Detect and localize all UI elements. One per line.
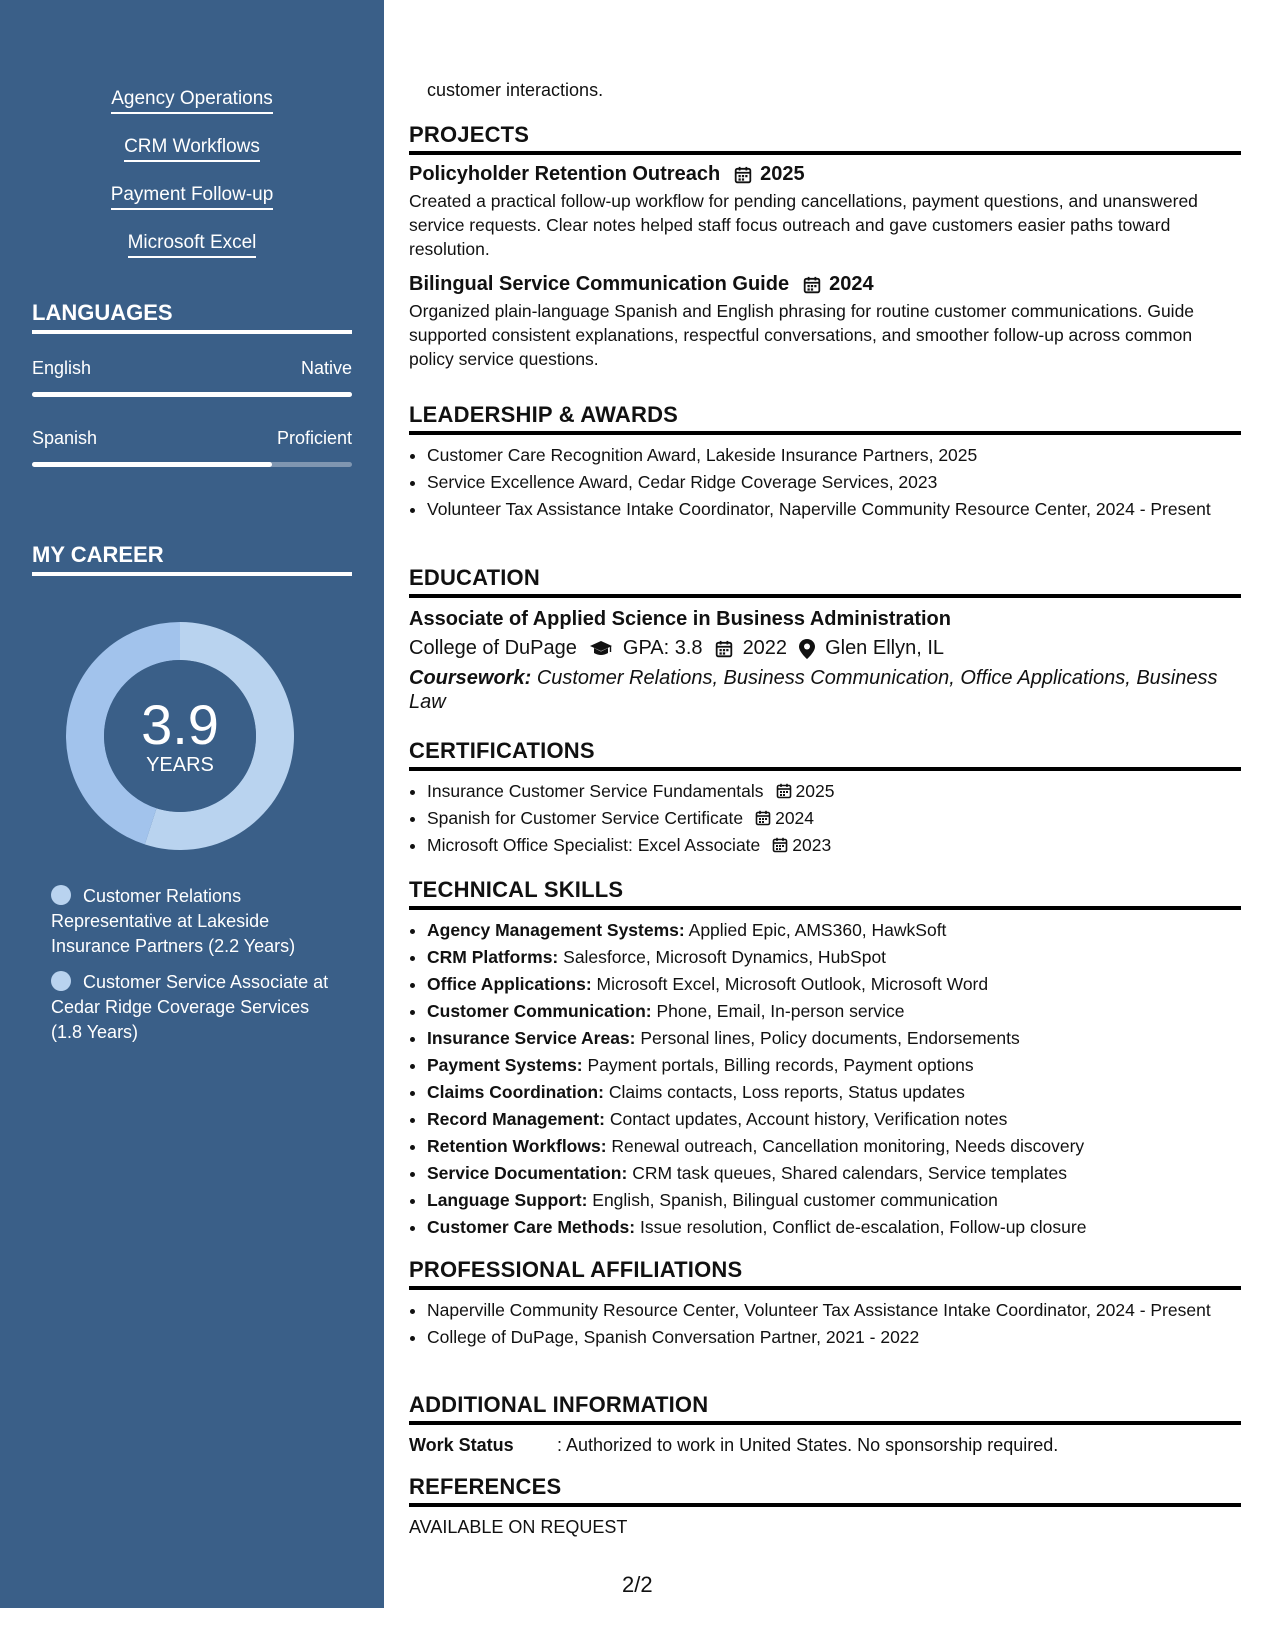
list-item xyxy=(427,779,1241,804)
skill-link[interactable]: CRM Workflows xyxy=(124,136,260,162)
skill-label: Customer Care Methods: xyxy=(427,1217,636,1237)
legend-dot-icon xyxy=(51,885,71,905)
work-status-row xyxy=(409,1435,1241,1456)
skill-label: CRM Platforms: xyxy=(427,947,559,967)
graduation-year: 2022 xyxy=(742,637,788,659)
education-meta xyxy=(409,637,1241,660)
skill-value: Personal lines, Policy documents, Endorsements xyxy=(640,1028,1020,1048)
skill-value: Phone, Email, In-person service xyxy=(656,1001,905,1021)
skill-label: Retention Workflows: xyxy=(427,1136,607,1156)
skill-item xyxy=(427,1215,1241,1240)
career-item xyxy=(51,970,331,1045)
skill-label: Claims Coordination: xyxy=(427,1082,604,1102)
project-name: Policyholder Retention Outreach xyxy=(409,163,721,185)
skill-item xyxy=(427,1053,1241,1078)
calendar-icon xyxy=(776,783,792,799)
coursework-list: Customer Relations, Business Communication, Office Applications, Business Law xyxy=(409,667,1218,713)
project-year: 2025 xyxy=(760,163,805,185)
cert-name: Insurance Customer Service Fundamentals xyxy=(427,781,764,801)
language-bar-fill xyxy=(32,392,352,397)
coursework-label: Coursework: xyxy=(409,667,532,689)
language-level: Native xyxy=(300,358,352,378)
skill-label: Record Management: xyxy=(427,1109,605,1129)
education-location: Glen Ellyn, IL xyxy=(825,637,945,659)
technical-skills-list xyxy=(409,918,1241,1240)
coursework xyxy=(409,666,1241,714)
section-title: ADDITIONAL INFORMATION xyxy=(409,1392,1241,1425)
list-item xyxy=(427,833,1241,858)
cert-year: 2025 xyxy=(795,781,835,801)
skill-link[interactable]: Microsoft Excel xyxy=(128,232,257,258)
references-section xyxy=(409,1474,1241,1538)
skill-label: Payment Systems: xyxy=(427,1055,583,1075)
affiliations-section xyxy=(409,1257,1241,1352)
calendar-icon xyxy=(715,640,733,658)
section-title: PROFESSIONAL AFFILIATIONS xyxy=(409,1257,1241,1290)
work-status-value: : Authorized to work in United States. No sponsorship required. xyxy=(557,1435,1059,1455)
skill-item xyxy=(427,1134,1241,1159)
career-item-text: Customer Relations Representative at Lakeside Insurance Partners (2.2 Years) xyxy=(51,886,296,956)
career-heading: MY CAREER xyxy=(32,542,352,576)
project-description: Created a practical follow-up workflow for pending cancellations, payment questions, and unanswered service requests. Clear notes helped staff focus outreach and gave customers easier paths toward resolution. xyxy=(409,191,1198,259)
projects-section xyxy=(409,122,1241,371)
skill-value: Renewal outreach, Cancellation monitoring, Needs discovery xyxy=(611,1136,1085,1156)
skill-item xyxy=(427,972,1241,997)
list-item: • College of DuPage, Spanish Conversation Partner, 2021 - 2022 xyxy=(427,1325,1241,1349)
section-title: LEADERSHIP & AWARDS xyxy=(409,402,1241,435)
skill-item xyxy=(427,999,1241,1024)
legend-dot-icon xyxy=(51,971,71,991)
cert-year: 2023 xyxy=(792,835,832,855)
language-row-english xyxy=(32,358,352,379)
section-title: TECHNICAL SKILLS xyxy=(409,877,1241,910)
affiliations-list xyxy=(409,1298,1241,1349)
skill-label: Language Support: xyxy=(427,1190,588,1210)
skill-value: Microsoft Excel, Microsoft Outlook, Microsoft Word xyxy=(596,974,989,994)
skill-item xyxy=(427,918,1241,943)
project-title xyxy=(409,163,1241,186)
language-name: Spanish xyxy=(32,428,98,448)
leadership-section xyxy=(409,402,1241,524)
skill-label: Insurance Service Areas: xyxy=(427,1028,636,1048)
skill-item xyxy=(427,1107,1241,1132)
list-item: • Customer Care Recognition Award, Lakeside Insurance Partners, 2025 xyxy=(427,443,1241,467)
skill-value: CRM task queues, Shared calendars, Service templates xyxy=(632,1163,1067,1183)
skill-label: Service Documentation: xyxy=(427,1163,628,1183)
skill-item xyxy=(427,945,1241,970)
cert-year: 2024 xyxy=(775,808,815,828)
sidebar xyxy=(0,0,384,1608)
cert-name: Spanish for Customer Service Certificate xyxy=(427,808,744,828)
graduation-cap-icon xyxy=(589,640,613,658)
skill-link[interactable]: Payment Follow-up xyxy=(111,184,274,210)
language-bar xyxy=(32,462,352,467)
donut-center xyxy=(66,622,294,850)
skill-value: Payment portals, Billing records, Payment options xyxy=(587,1055,974,1075)
list-item: • Volunteer Tax Assistance Intake Coordinator, Naperville Community Resource Center, 2024 - Present xyxy=(427,497,1241,521)
language-row-spanish xyxy=(32,428,352,449)
leadership-list xyxy=(409,443,1241,521)
section-title: CERTIFICATIONS xyxy=(409,738,1241,771)
section-title: REFERENCES xyxy=(409,1474,1241,1507)
skill-label: Office Applications: xyxy=(427,974,592,994)
skill-value: Applied Epic, AMS360, HawkSoft xyxy=(688,920,947,940)
career-item-text: Customer Service Associate at Cedar Ridge Coverage Services (1.8 Years) xyxy=(51,972,329,1042)
calendar-icon xyxy=(755,810,771,826)
career-total-years: 3.9 xyxy=(141,693,219,756)
gpa: GPA: 3.8 xyxy=(622,637,703,659)
school-name: College of DuPage xyxy=(409,637,577,659)
education-section xyxy=(409,565,1241,714)
career-item xyxy=(51,884,331,959)
languages-heading: LANGUAGES xyxy=(32,300,352,334)
language-bar xyxy=(32,392,352,397)
location-pin-icon xyxy=(799,639,815,659)
additional-info-section xyxy=(409,1392,1241,1456)
project-year: 2024 xyxy=(829,273,874,295)
skill-item xyxy=(427,1188,1241,1213)
language-bar-fill xyxy=(32,462,272,467)
skill-value: Claims contacts, Loss reports, Status updates xyxy=(608,1082,965,1102)
project-description: Organized plain-language Spanish and English phrasing for routine customer communications. Guide supported consistent explanations, respectful conversations, and smoother follow-up across common policy service questions. xyxy=(409,301,1195,369)
continuation-text: customer interactions. xyxy=(427,80,604,100)
project-name: Bilingual Service Communication Guide xyxy=(409,273,790,295)
list-item: • Naperville Community Resource Center, Volunteer Tax Assistance Intake Coordinator, 2024 - Present xyxy=(427,1298,1241,1322)
skill-value: English, Spanish, Bilingual customer communication xyxy=(592,1190,998,1210)
cert-name: Microsoft Office Specialist: Excel Associate xyxy=(427,835,761,855)
skill-value: Salesforce, Microsoft Dynamics, HubSpot xyxy=(563,947,887,967)
certifications-list xyxy=(409,779,1241,858)
language-name: English xyxy=(32,358,92,378)
page-number: 2/2 xyxy=(622,1572,653,1597)
skill-value: Issue resolution, Conflict de-escalation, Follow-up closure xyxy=(639,1217,1087,1237)
calendar-icon xyxy=(734,166,752,184)
list-item: • Service Excellence Award, Cedar Ridge Coverage Services, 2023 xyxy=(427,470,1241,494)
skill-label: Customer Communication: xyxy=(427,1001,652,1021)
language-level: Proficient xyxy=(276,428,352,448)
list-item xyxy=(427,806,1241,831)
skills-list xyxy=(0,88,384,280)
certifications-section xyxy=(409,738,1241,860)
section-title: PROJECTS xyxy=(409,122,1241,155)
calendar-icon xyxy=(772,837,788,853)
skill-value: Contact updates, Account history, Verification notes xyxy=(609,1109,1008,1129)
calendar-icon xyxy=(803,276,821,294)
skill-item xyxy=(427,1080,1241,1105)
skill-item xyxy=(427,1026,1241,1051)
skill-item xyxy=(427,1161,1241,1186)
skill-link[interactable]: Agency Operations xyxy=(111,88,273,114)
degree-title: Associate of Applied Science in Business Administration xyxy=(409,608,951,630)
references-text: AVAILABLE ON REQUEST xyxy=(409,1517,628,1537)
skill-label: Agency Management Systems: xyxy=(427,920,685,940)
career-unit: YEARS xyxy=(146,754,214,776)
project-title xyxy=(409,273,1241,296)
technical-skills-section xyxy=(409,877,1241,1242)
section-title: EDUCATION xyxy=(409,565,1241,598)
work-status-label: Work Status xyxy=(409,1435,514,1455)
